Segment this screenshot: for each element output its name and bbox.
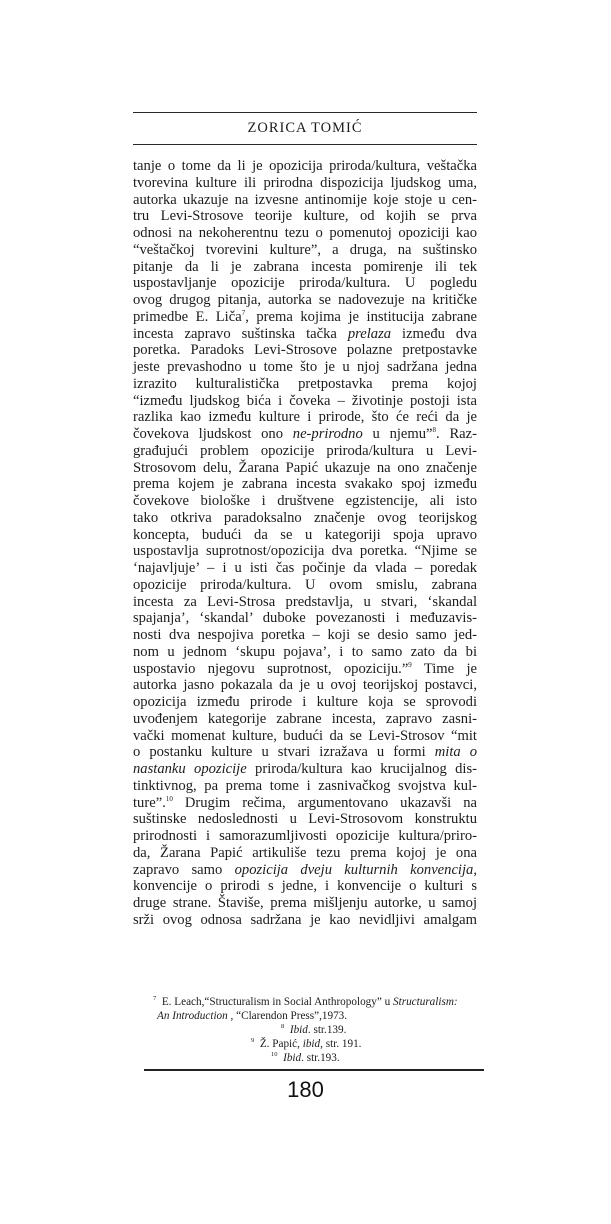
footnote-number: 8 — [281, 1023, 285, 1030]
body-line: ovog drugog pitanja, autorka se nadovezuje na kritičke — [133, 292, 477, 308]
body-line: spajanja’, ‘skandal’ duboke povezanosti i međuzavis- — [133, 610, 477, 627]
body-line: uspostavio njegovu suprotnost, opoziciju.”$^9$ Time je — [133, 660, 477, 677]
page-number: 180 — [287, 1077, 324, 1102]
body-line: uspostavlja suprotnost/opozicija dva poretka. “Njime se — [133, 543, 477, 560]
body-line: o postanku kulture u stvari izražava u formi mita o — [133, 744, 478, 761]
italic-text: mita o — [434, 744, 478, 761]
body-line: incesta zapravo suštinska tačka prelaza između dva — [133, 325, 477, 342]
footnote: $^{10}$ Ibid. str.193. — [271, 1051, 340, 1064]
footnote-number: 10 — [271, 1051, 278, 1058]
header-rule — [133, 144, 477, 145]
body-line: tanje o tome da li je opozicija priroda/kultura, veštačka — [133, 158, 477, 174]
body-line: ‘najavljuje’ – i u isti čas počinje da vlada – poredak — [133, 560, 477, 576]
body-line: koncepta, budući da se u kategoriji spoja upravo — [133, 526, 477, 543]
body-line: autorka ukazuje na izvesne antinomije koje stoje u cen- — [133, 191, 477, 208]
body-line: suštinske nedoslednosti u Levi-Strosovom konstruktu — [133, 811, 477, 828]
body-text — [133, 158, 477, 929]
body-line: razlika kao između kulture i prirode, što će reći da je — [133, 409, 477, 426]
running-head: ZORICA TOMIĆ — [247, 120, 363, 136]
body-line: autorka jasno pokazala da je u ovoj teorijskoj postavci, — [133, 677, 477, 694]
italic-text: Ibid — [289, 1024, 308, 1036]
body-line: prema kojem je zabrana incesta svakako spoj između — [133, 476, 477, 493]
body-line: jeste prevashodno u tome što je u njoj sadržana jedna — [133, 359, 477, 375]
footer-rule — [144, 1069, 484, 1071]
body-line: konvencije o prirodi s jedne, i konvencije o kulturi s — [133, 878, 477, 895]
body-line: čovekova ljudskost ono ne-prirodno u njemu”$^8$. Raz- — [133, 426, 477, 442]
italic-text: opozicija dveju kulturnih konvencija — [234, 861, 474, 878]
body-line: prirodnosti i samorazumljivosti opozicije kultura/priro- — [133, 828, 477, 844]
body-line: druge strane. Štaviše, prema mišljenju autorke, u samoj — [133, 895, 477, 911]
footnote: $^8$ Ibid. str.139. — [281, 1023, 347, 1036]
italic-text: An Introduction — [157, 1010, 228, 1022]
body-line: zapravo samo opozicija dveju kulturnih konvencija, — [133, 861, 477, 878]
body-line: nastanku opozicije priroda/kultura kao krucijalnog dis- — [133, 761, 477, 777]
body-line: tru Levi-Strosove teorije kulture, od kojih se prva — [133, 208, 477, 225]
footnote: $^7$ E. Leach,“Structuralism in Social Anthropology” u Structuralism: — [153, 995, 458, 1008]
body-line: opozicija između prirode i kulture koja se sprovodi — [133, 694, 477, 710]
italic-text: Structuralism: — [393, 996, 458, 1008]
body-line: izrazito kulturalistička pretpostavka prema kojoj — [133, 375, 477, 392]
footnote-number: 9 — [251, 1037, 255, 1044]
italic-text: nastanku opozicije — [133, 761, 247, 777]
body-line: uvođenjem kategorije zabrane incesta, zapravo zasni- — [133, 710, 477, 727]
footnote: An Introduction , “Clarendon Press”,1973. — [157, 1010, 348, 1022]
body-line: vački momenat kulture, budući da se Levi-Strosov “mit — [133, 727, 477, 744]
body-line: tinktivnog, pa prema tome i zasnivačkog svojstva kul- — [133, 777, 477, 794]
body-line: primedbe E. Liča$^7$, prema kojima je institucija zabrane — [133, 308, 477, 325]
body-line: građujući problem opozicije priroda/kultura u Levi- — [133, 442, 477, 459]
body-line: ture”.$^{10}$ Drugim rečima, argumentovano ukazavši na — [133, 794, 477, 811]
body-line: Strosovom delu, Žarana Papić ukazuje na ono značenje — [133, 459, 477, 476]
body-line: da, Žarana Papić artikuliše tezu prema kojoj je ona — [133, 844, 477, 861]
top-rule — [133, 112, 477, 113]
body-line: tvorevina kulture ili prirodna dispozicija ljudskog uma, — [133, 174, 477, 191]
italic-text: ne-prirodno — [292, 426, 363, 442]
body-line: odnosi na nekoherentnu tezu o pomenutoj opoziciji kao — [133, 225, 477, 241]
body-line: nom u jednom ‘skupu pojava’, i to samo zato da bi — [133, 643, 477, 660]
footnote-ref: 10 — [165, 794, 173, 803]
body-line: “između ljudskog bića i čoveka – životinje postoji ista — [133, 392, 477, 409]
body-line: “veštačkoj tvorevini kulture”, a druga, na suštinsko — [133, 241, 477, 258]
footnote: $^9$ Ž. Papić, ibid, str. 191. — [251, 1037, 362, 1050]
italic-text: Ibid — [283, 1052, 302, 1064]
footnote-ref: 8 — [432, 426, 437, 434]
body-line: incesta za Levi-Strosa predstavlja, u stvari, ‘skandal — [133, 593, 477, 610]
italic-text: ibid — [302, 1038, 321, 1050]
body-line: pitanje da li je zabrana incesta pomirenje ili tek — [133, 258, 477, 275]
body-line: poretka. Paradoks Levi-Strosove polazne pretpostavke — [133, 342, 477, 359]
body-line: tako otkriva paradoksalno značenje ovog teorijskog — [133, 509, 477, 526]
footnote-ref: 7 — [241, 308, 246, 317]
italic-text: prelaza — [347, 325, 392, 342]
footnote-number: 7 — [153, 995, 157, 1002]
body-line: nosti dva nespojiva poretka – koji se desio samo jed- — [133, 627, 477, 643]
body-line: srži ovog odnosa sadržana je kao nevidljivi amalgam — [133, 911, 477, 928]
footnotes — [133, 995, 493, 1065]
body-line: uspostavljanje opozicije priroda/kultura. U pogledu — [133, 275, 477, 292]
footnote-ref: 9 — [408, 660, 412, 669]
body-line: opozicije priroda/kultura. U ovom smislu, zabrana — [133, 576, 477, 593]
body-line: čovekove biološke i društvene egzistencije, ali isto — [133, 493, 477, 509]
